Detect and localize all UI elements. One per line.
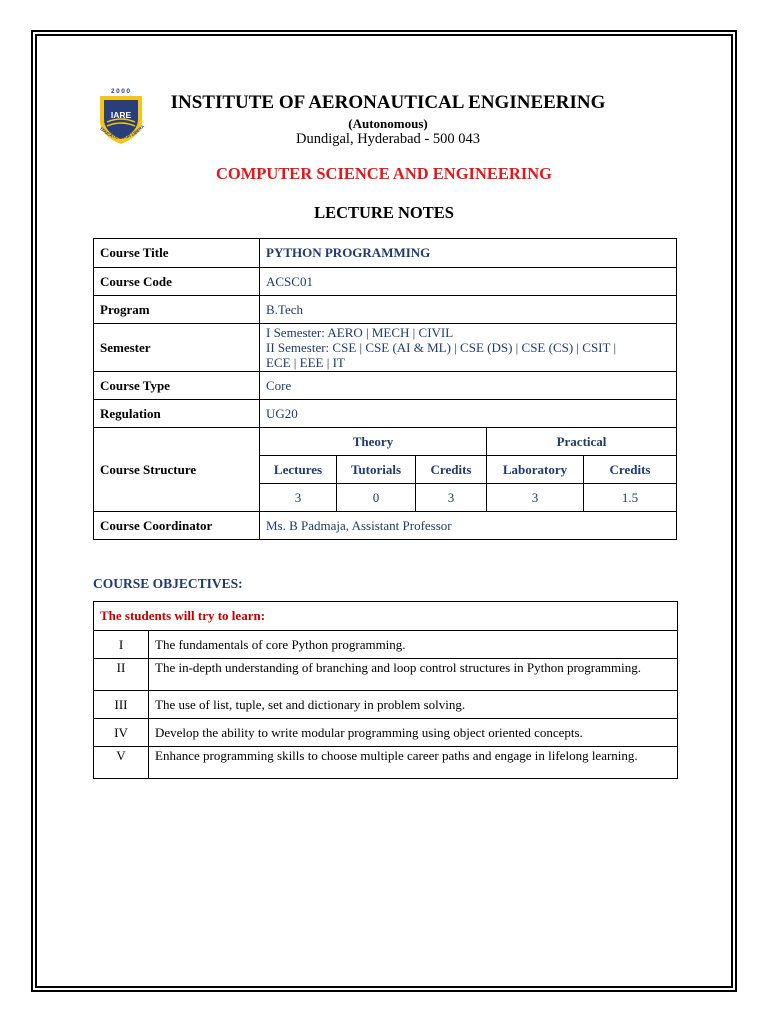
objective-number: V [94, 747, 149, 779]
course-info-table [93, 238, 677, 540]
theory-credits-value: 3 [416, 484, 487, 512]
row-program [94, 296, 677, 324]
institute-address: Dundigal, Hyderabad - 500 043 [295, 131, 481, 147]
logo-text: IARE [110, 110, 132, 120]
practical-credits-header: Credits [584, 456, 677, 484]
department-title: COMPUTER SCIENCE AND ENGINEERING [215, 164, 552, 183]
course-title-value: PYTHON PROGRAMMING [260, 239, 677, 268]
laboratory-value: 3 [487, 484, 584, 512]
lectures-value: 3 [260, 484, 337, 512]
theory-credits-header: Credits [416, 456, 487, 484]
tutorials-header: Tutorials [337, 456, 416, 484]
course-code-value: ACSC01 [260, 268, 677, 296]
objective-number: I [94, 631, 149, 659]
course-title-label: Course Title [94, 239, 260, 268]
objective-row [94, 691, 678, 719]
semester-value [260, 324, 677, 372]
tutorials-value: 0 [337, 484, 416, 512]
row-course-title [94, 239, 677, 268]
document-title: LECTURE NOTES [314, 203, 454, 222]
objective-row [94, 659, 678, 691]
semester-line: II Semester: CSE | CSE (AI & ML) | CSE (DS) | CSE (CS) | CSIT | [266, 340, 617, 355]
objectives-intro-row [94, 602, 678, 631]
semester-label: Semester [94, 324, 260, 372]
program-label: Program [94, 296, 260, 324]
objectives-intro: The students will try to learn: [94, 602, 678, 631]
course-structure-label: Course Structure [94, 428, 260, 512]
objective-number: III [94, 691, 149, 719]
practical-credits-value: 1.5 [584, 484, 677, 512]
row-course-type [94, 372, 677, 400]
row-course-code [94, 268, 677, 296]
objectives-heading: COURSE OBJECTIVES: [93, 576, 243, 591]
program-value: B.Tech [260, 296, 677, 324]
objective-row [94, 719, 678, 747]
row-regulation [94, 400, 677, 428]
objective-row [94, 747, 678, 779]
logo-year: 2000 [111, 88, 132, 95]
objectives-table [93, 601, 678, 779]
objective-text: The in-depth understanding of branching and loop control structures in Python programming. [149, 659, 678, 691]
regulation-label: Regulation [94, 400, 260, 428]
iare-logo [92, 86, 150, 148]
objective-number: IV [94, 719, 149, 747]
objective-text: Develop the ability to write modular programming using object oriented concepts. [149, 719, 678, 747]
institute-name: INSTITUTE OF AERONAUTICAL ENGINEERING [170, 92, 606, 113]
objective-text: The fundamentals of core Python programming. [149, 631, 678, 659]
objective-text: Enhance programming skills to choose multiple career paths and engage in lifelong learning. [149, 747, 678, 779]
coordinator-value: Ms. B Padmaja, Assistant Professor [260, 512, 677, 540]
autonomous-label: (Autonomous) [348, 116, 428, 131]
lectures-header: Lectures [260, 456, 337, 484]
objective-number: II [94, 659, 149, 691]
course-code-label: Course Code [94, 268, 260, 296]
semester-line: I Semester: AERO | MECH | CIVIL [266, 325, 454, 340]
course-type-value: Core [260, 372, 677, 400]
logo-motto: EDUCATION FOR LIBERA [99, 123, 146, 141]
course-type-label: Course Type [94, 372, 260, 400]
row-structure-groups [94, 428, 677, 456]
semester-line: ECE | EEE | IT [266, 355, 345, 370]
practical-header: Practical [487, 428, 677, 456]
coordinator-label: Course Coordinator [94, 512, 260, 540]
row-semester [94, 324, 677, 372]
laboratory-header: Laboratory [487, 456, 584, 484]
row-coordinator [94, 512, 677, 540]
objective-row [94, 631, 678, 659]
objective-text: The use of list, tuple, set and dictionary in problem solving. [149, 691, 678, 719]
regulation-value: UG20 [260, 400, 677, 428]
theory-header: Theory [260, 428, 487, 456]
